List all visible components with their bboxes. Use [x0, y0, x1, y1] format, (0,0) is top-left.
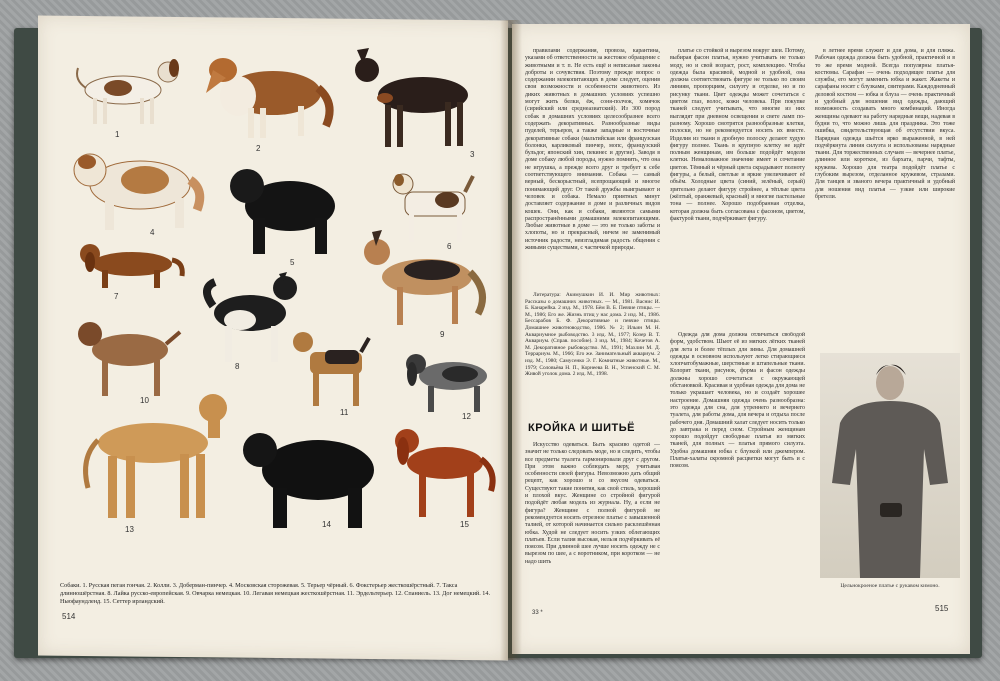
dog-caption: Собаки. 1. Русская пегая гончая. 2. Колли. 3. Доберман-пинчер. 4. Московская сторожевая. 5. Терьер чёрный. 6. Фокстерьер жесткошёрстный. 7. Такса длинношёрстная. 8. Лайка русско-европейская. 9. Овчарка немецкая. 10. Легавая немецкая жесткошёрстная. 11. Эрдельтерьер. 12. Спаниель. 13. Дог немецкий. 14. Ньюфаундленд. 15. Сеттер ирландский.: [60, 582, 491, 605]
text-column-2b: [670, 332, 805, 602]
dog-number: 13: [125, 525, 134, 534]
dog-number: 12: [462, 412, 471, 421]
literature-text: Литература: Акимушкин И. И. Мир животных: Рассказы о домашних животных. — М., 1981. Васнис И. Б. Канарейка. 2 изд. М., 1978. Бём В. Б. Певчие птицы. — М., 1986; Его же. Жизнь птиц у нас дома. 2 изд. М., 1986. Бессарабов Б. Ф. Декоративные и певчие птицы. Домашнее животноводство, 1986. № 2; Ильин М. Н. Аквариумное рыбоводство. 3 изд. М., 1977; Козер В. Т. Аквариум. (Справ. пособие). 3 изд. М., 1984; Кочетов А. М. Декоративное рыбоводство. М., 1991; Махлин М. Д. Террариум. М., 1966; Его же. Занимательный аквариум. 2 изд. М., 1980; Самусенко Э. Г. Комнатные животные. М., 1979; Соловьёва Н. П., Корнеева В. Н., Успенский С. М. Живой уголок дома. 2 изд. М., 1998.: [525, 292, 660, 378]
dog-number: 11: [340, 408, 349, 417]
book-gutter: [500, 20, 522, 660]
dog-number: 10: [140, 396, 149, 405]
photo-caption: Цельнокроеное платье с рукавом кимоно.: [840, 583, 940, 589]
dog-number: 3: [470, 150, 475, 159]
dog-illustration-2: [198, 48, 338, 143]
dog-number: 9: [440, 330, 445, 339]
dog-number: 7: [114, 292, 119, 301]
section-heading: КРОЙКА И ШИТЬЁ: [528, 422, 635, 434]
page-number-left: 514: [62, 612, 76, 621]
dog-number: 5: [290, 258, 295, 267]
page-number-right: 515: [935, 604, 949, 613]
footer-mark: 33 *: [532, 610, 543, 616]
dog-illustration-7: [72, 236, 187, 296]
literature-block: [525, 292, 660, 417]
text-column-3: [815, 48, 955, 348]
paragraph: Одежда для дома должна отличаться свободой форм, удобством. Шьют её из мягких лёгких тканей для лета и более тёплых для зимы. Для домашней одежды в основном используют легко стирающиеся хлопчатобумажные, шерстяные и штапельные ткани. Колорит ткани, рисунок, форма и фасон одежды должны хорошо сочетаться с окружающей обстановкой. Красивая и удобная одежда для дома не только украшает человека, но и создаёт хорошее настроение. Домашняя одежда очень разнообразна: это одежда для сна, для утреннего и вечернего туалета, для работы дома, для вечера и отдыха после рабочего дня. Домашний халат следует носить только до завтрака и перед сном. Стройным женщинам хорошо подойдут свободные платья из мягких тканей, для полных — платья прямого силуэта. Удобна домашняя юбка с блузкой или джемпером. Платья-халаты скромной расцветки могут быть и с поясом.: [670, 332, 805, 470]
text-column-1: [525, 48, 660, 288]
dog-number: 6: [447, 242, 452, 251]
dog-number: 8: [235, 362, 240, 371]
paragraph: платье со стойкой и вырезом вокруг шеи. Потому, выбирая фасон платья, нужно учитывать не только моду, но и свой возраст, рост, комплекцию. Чтобы одежда была красивой, модной и удобной, она должна соответствовать фигуре не только по своим линиям, пропорциям, силуэту и отделке, но и по рисунку ткани. Цвет одежды может сочетаться с цветом глаз, волос, кожи человека. При покупке тканей следует учитывать, что многие из них выглядят при дневном освещении и свете ламп по-разному. Хорошо смотрятся разнообразные клетки, полоски, но не рекомендуется носить их вместе. Изделия из ткани в дробную полоску делают худую фигуру полнее. Ткань в крупную клетку не идёт полным женщинам, им больше подойдёт модели клетки. Немаловажное значение имеет и сочетание цветов. Тёмный и чёрный цвета скрадывают полноту фигуры, а белый, светлые и яркие увеличивают её объём. Холодные цвета (синий, зелёный, серый) зрительно делают фигуру стройнее, а тёплые цвета (жёлтый, оранжевый, красный) и многие пастельные тона — полнее. Хорошо подобранная отделка, которая должна быть согласована с фасоном, цветом, фактурой ткани, подчёркивает фигуру.: [670, 48, 805, 222]
dog-number: 4: [150, 228, 155, 237]
dog-number: 1: [115, 130, 120, 139]
dog-illustration-13: [68, 378, 238, 528]
dog-illustration-5: [225, 158, 350, 258]
dog-number: 2: [256, 144, 261, 153]
paragraph: в летнее время служит и для дома, и для пляжа. Рабочая одежда должна быть удобной, практичной и в то же время модной. Всегда популярны платья-костюмы. Сарафан — очень подходящее платье для службы, его могут заменить юбка и жакет. Жакеты и сарафаны носят с блузками, свитерами. Каждодневный деловой костюм — юбка и блуза — очень практичный и удобный для ношения вид одежды, дающий возможность создавать много комбинаций. Иногда женщины одевают на работу нарядные вещи, надевая в будни то, что можно лишь для праздника. Это тоже ошибка, свидетельствующая об отсутствии вкуса. Нарядная одежда шьётся ярко выраженной, в ней подчёркнута линия силуэта и использованы нарядные ткани. Для торжественных случаев — вечернее платье, длинное или короткое, из бархата, парчи, тафты, кружева. Хорошо для театра подойдёт платье с глубоким вырезом, отделанное кружевом, стразами. Для танцев и званого вечера практичный и удобный для ношения вид платья — узкие или широкие бретели.: [815, 48, 955, 200]
fashion-photo: [820, 353, 960, 578]
dog-number: 15: [460, 520, 469, 529]
text-column-2: [670, 48, 805, 328]
paragraph: Искусство одеваться. Быть красиво одетой — значит не только следовать моде, но и следить, чтобы все предметы туалета гармонировали друг с другом. При этом важно соблюдать меру, учитывая особенности своей фигуры. Невозможно дать общий рецепт, как хорошо и со вкусом одеваться. Существуют такие понятия, как свой стиль, хороший и плохой вкус. Женщине со стройной фигурой подойдёт любая модель из журнала. Ну, а если не фигура? Женщине с полной фигурой не рекомендуется носить отрезное платье с завышенной талией, от которой начинается сильно расклешённая юбка. Худой не следует носить узких облегающих платьев. Если талия высокая, нельзя подчёркивать её поясом. При длинной шее лучше носить одежду не с вырезом по шее, а с воротником, при коротком — не надо шить: [525, 442, 660, 565]
dog-illustration-12: [398, 344, 498, 419]
dog-illustration-1: [68, 50, 188, 130]
dog-illustration-14: [238, 418, 383, 533]
dog-number: 14: [322, 520, 331, 529]
dog-illustration-11: [285, 322, 385, 412]
paragraph: правилами содержания, провоза, карантина, указами об ответственности за жестокое обращение с животными и т. п. Не есть ещё и неписаные законы доброты и сочувствия. Поэтому прежде вопрос о содержании млекопитающих в доме следует, оценив свои возможности и особенности животного. Из диких животных в домашних условиях успешно могут жить белки, ёж, соня-полчок, хомячок (сирийский или среднеазиатский). Из 300 пород собак в домашних условиях целесообразнее всего содержать декоративных. Разнообразные виды пуделей, терьеров, а также западные и восточные декоративные собаки (мальтийская или французская болонки, карликовый пинчер, мопс, французский бульдог, японский хин, пекинес и другие). Заводя в доме собаку любой породы, нужно помнить, что она не игрушка, а прежде всего друг и требует к себе соответствующего внимания. Собака — самый верный, бескорыстный, всепрощающий и многое понимающий друг. От такой дружбы выигрывают и человек и собака. Немало приятных минут доставляет содержание в доме и различных видов кошек. Они, как и собаки, являются самыми распространёнными домашними млекопитающими. Любые животные в доме — это не только заботы и хлопоты, но и прекрасный, ничем не заменимый источник радости, неизгладимая радость общения с живыми существами, с частичкой природы.: [525, 48, 660, 252]
text-column-1b: [525, 442, 660, 602]
dog-illustration-4: [65, 140, 205, 235]
dog-illustration-15: [385, 415, 500, 525]
dog-illustration-9: [352, 222, 492, 332]
dog-illustration-3: [345, 40, 490, 155]
